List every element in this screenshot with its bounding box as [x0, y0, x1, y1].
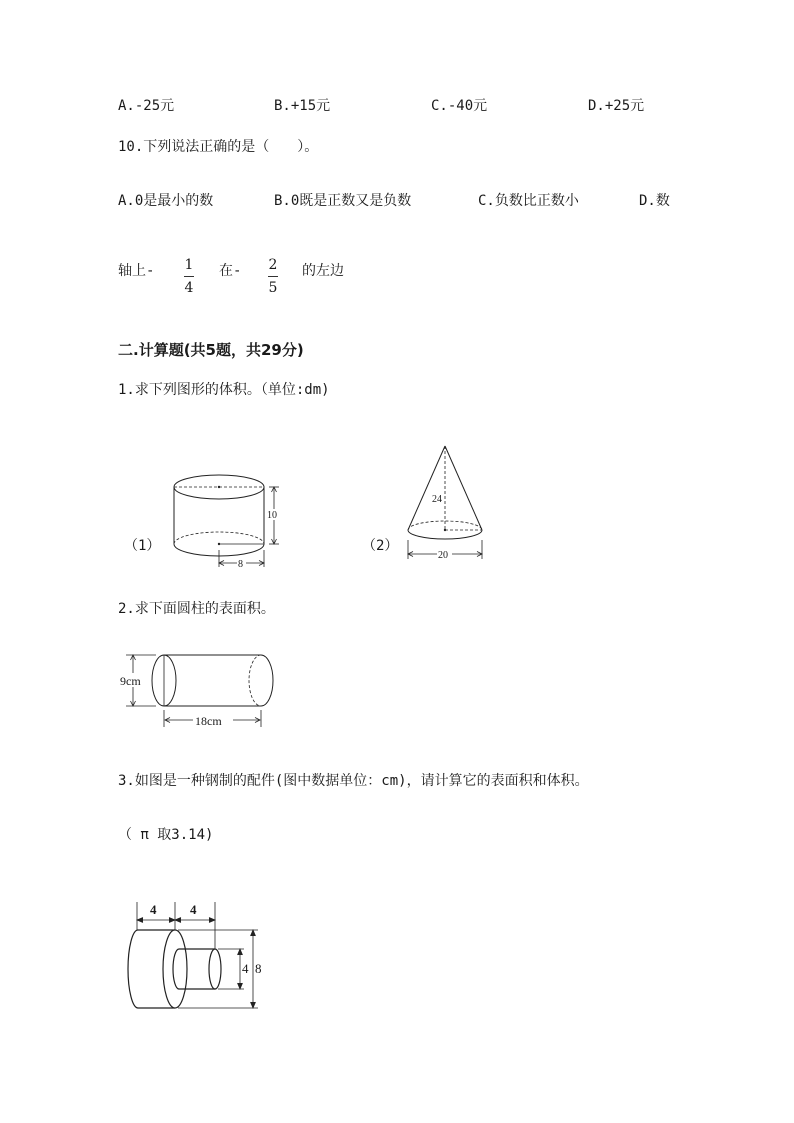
q9-option-d: D.+25元: [588, 98, 645, 114]
figure-1-label: （1）: [124, 538, 161, 554]
q10-stem: 10.下列说法正确的是（ ）。: [118, 139, 319, 155]
cylinder-diameter-label: 9cm: [120, 674, 141, 688]
large-diameter-label: 8: [255, 961, 262, 976]
q9-option-c: C.-40元: [431, 98, 488, 114]
question-3-note: （ π 取3.14): [118, 827, 214, 843]
cylinder-radius-label: 8: [238, 559, 243, 570]
q10-option-d-continued: 轴上-: [118, 263, 155, 279]
fraction-one-quarter: [184, 258, 194, 295]
fraction-denominator: 5: [268, 280, 278, 296]
steel-part-figure: [118, 898, 273, 1013]
q10-option-a: A.0是最小的数: [118, 193, 214, 209]
q9-option-b: B.+15元: [274, 98, 331, 114]
horizontal-cylinder-figure: [118, 645, 283, 730]
q10-option-b: B.0既是正数又是负数: [274, 193, 412, 209]
cone-height-label: 24: [432, 494, 442, 505]
question-1-stem: 1.求下列图形的体积。（单位:dm): [118, 382, 330, 398]
fraction-denominator: 4: [184, 280, 194, 296]
question-3-stem: 3.如图是一种钢制的配件(图中数据单位：cm)，请计算它的表面积和体积。: [118, 773, 589, 789]
figure-2-label: （2）: [362, 538, 399, 554]
question-2-stem: 2.求下面圆柱的表面积。: [118, 601, 275, 617]
cone-figure: [400, 440, 495, 565]
fraction-numerator: 1: [184, 257, 194, 273]
cylinder-figure: [165, 470, 290, 570]
small-diameter-label: 4: [242, 961, 249, 976]
q10-option-d-end: 的左边: [302, 263, 344, 279]
q10-option-d-middle: 在-: [219, 263, 242, 279]
q10-option-d: D.数: [639, 193, 670, 209]
q9-option-a: A.-25元: [118, 98, 175, 114]
fraction-bar: [184, 276, 194, 277]
second-length-label: 4: [190, 902, 197, 917]
first-length-label: 4: [150, 902, 157, 917]
q10-option-c: C.负数比正数小: [478, 193, 579, 209]
fraction-bar: [268, 276, 278, 277]
section-heading: 二.计算题(共5题，共29分): [118, 341, 304, 359]
fraction-numerator: 2: [268, 257, 278, 273]
cylinder-length-label: 18cm: [195, 714, 222, 728]
cylinder-height-label: 10: [267, 510, 277, 521]
fraction-two-fifths: [268, 258, 278, 295]
cone-diameter-label: 20: [438, 550, 448, 561]
